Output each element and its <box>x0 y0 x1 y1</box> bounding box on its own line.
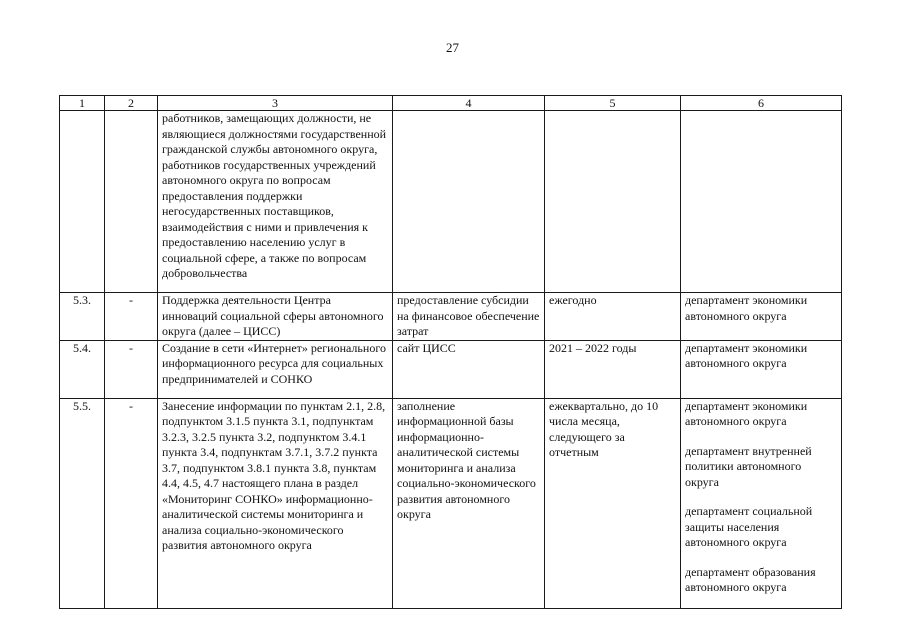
column-header: 3 <box>158 96 393 111</box>
deadline-cell <box>545 111 681 293</box>
responsible-cell <box>681 293 842 341</box>
responsible-department: департамент экономики автономного округа <box>685 340 808 370</box>
result-cell: заполнение информационной базы информационно-аналитической системы мониторинга и анализа социально-экономического развития автономного округа <box>393 398 545 608</box>
column-header: 5 <box>545 96 681 111</box>
activity-cell: Занесение информации по пунктам 2.1, 2.8, подпунктом 3.1.5 пункта 3.1, подпунктам 3.2.3, 3.2.5 пункта 3.2, подпунктом 3.4.1 пункта 3.4, подпунктам 3.7.1, 3.7.2 пункта 3.7, подпунктом 3.8.1 пункта 3.8, пунктам 4.4, 4.5, 4.7 настоящего плана в раздел «Мониторинг СОНКО» информационно-аналитической системы мониторинга и анализа социально-экономического развития автономного округа <box>158 398 393 608</box>
item-subnumber: - <box>105 340 158 398</box>
table-row <box>60 398 842 608</box>
page-number: 27 <box>446 40 459 55</box>
responsible-department: департамент экономики автономного округа <box>685 398 808 428</box>
table-row <box>60 111 842 293</box>
column-header: 6 <box>681 96 842 111</box>
table-row <box>60 340 842 398</box>
table-header-row <box>60 96 842 111</box>
result-cell: сайт ЦИСС <box>393 340 545 398</box>
item-number: 5.5. <box>60 398 105 608</box>
item-subnumber: - <box>105 398 158 608</box>
responsible-department: департамент внутренней политики автономного округа <box>685 443 812 489</box>
item-number: 5.3. <box>60 293 105 341</box>
item-number <box>60 111 105 293</box>
item-number: 5.4. <box>60 340 105 398</box>
responsible-cell <box>681 111 842 293</box>
responsible-department: департамент образования автономного округа <box>685 564 816 594</box>
table-row <box>60 293 842 341</box>
result-cell: предоставление субсидии на финансовое обеспечение затрат <box>393 293 545 341</box>
column-header: 1 <box>60 96 105 111</box>
item-subnumber: - <box>105 293 158 341</box>
plan-table <box>59 95 842 609</box>
deadline-cell: ежеквартально, до 10 числа месяца, следующего за отчетным <box>545 398 681 608</box>
responsible-department: департамент экономики автономного округа <box>685 293 808 323</box>
result-cell <box>393 111 545 293</box>
column-header: 4 <box>393 96 545 111</box>
activity-cell: Поддержка деятельности Центра инноваций социальной сферы автономного округа (далее – ЦИСС) <box>158 293 393 341</box>
deadline-cell: ежегодно <box>545 293 681 341</box>
activity-cell: работников, замещающих должности, не являющиеся должностями государственной гражданской службы автономного округа, работников государственных учреждений автономного округа по вопросам предоставления поддержки негосударственных поставщиков, взаимодействия с ними и привлечения к предоставлению населению услуг в социальной сфере, а также по вопросам добровольчества <box>158 111 393 293</box>
responsible-cell <box>681 398 842 608</box>
column-header: 2 <box>105 96 158 111</box>
activity-cell: Создание в сети «Интернет» регионального информационного ресурса для социальных предпринимателей и СОНКО <box>158 340 393 398</box>
deadline-cell: 2021 – 2022 годы <box>545 340 681 398</box>
item-subnumber <box>105 111 158 293</box>
responsible-department: департамент социальной защиты населения автономного округа <box>685 504 813 549</box>
responsible-cell <box>681 340 842 398</box>
